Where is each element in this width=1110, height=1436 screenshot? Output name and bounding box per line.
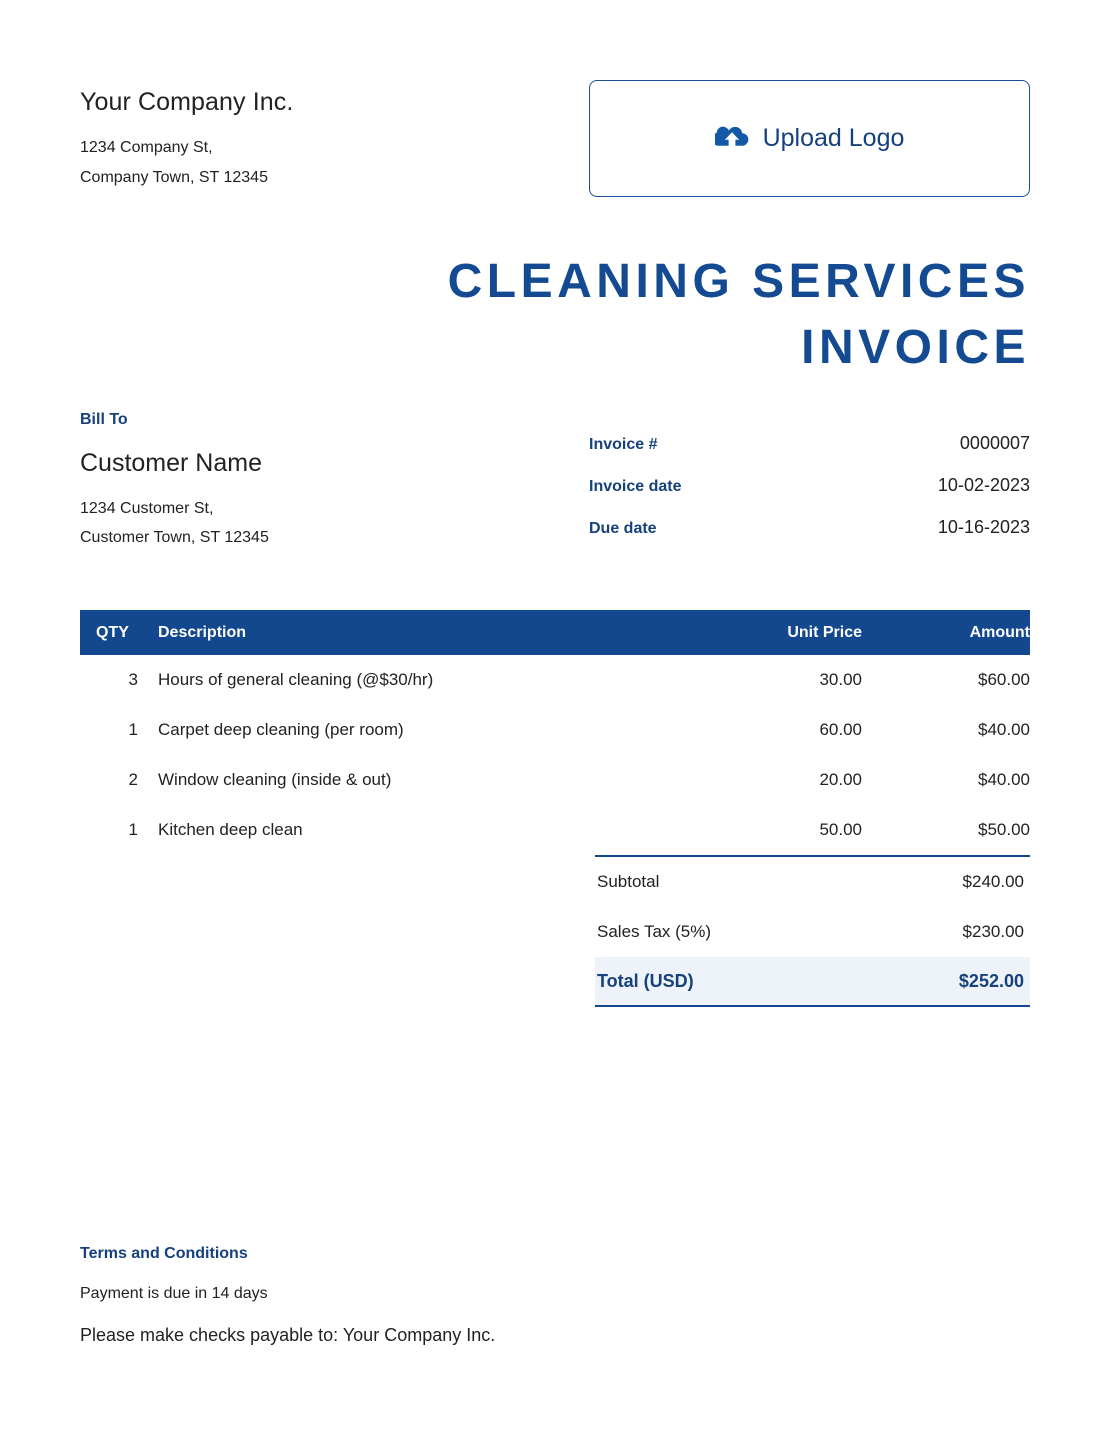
invoice-number-value: 0000007: [959, 432, 1030, 453]
cell-unit-price: 60.00: [819, 720, 862, 739]
due-date-row: [589, 517, 1030, 538]
upload-logo-label: Upload Logo: [762, 124, 905, 152]
column-header-description: Description: [158, 623, 247, 641]
table-row: [80, 655, 1030, 705]
company-name: Your Company Inc.: [80, 88, 294, 116]
customer-address-line-1: 1234 Customer St,: [80, 499, 214, 517]
grand-total-label: Total (USD): [597, 970, 694, 991]
cell-description: Kitchen deep clean: [158, 820, 303, 839]
upload-logo-button[interactable]: [589, 80, 1030, 197]
sales-tax-value: $230.00: [962, 922, 1024, 941]
company-address-line-1: 1234 Company St,: [80, 139, 213, 156]
cell-amount: $40.00: [978, 720, 1030, 739]
sales-tax-row: [595, 907, 1030, 957]
due-date-label: Due date: [589, 519, 657, 537]
invoice-meta: [589, 411, 1030, 559]
totals-block: [595, 855, 1030, 1007]
company-block: [80, 80, 293, 192]
grand-total-value: $252.00: [958, 970, 1024, 991]
page-title: [80, 249, 1030, 381]
column-header-unit-price: Unit Price: [787, 623, 862, 641]
sales-tax-label: Sales Tax (5%): [597, 922, 712, 941]
company-address-line-2: Company Town, ST 12345: [80, 168, 268, 186]
terms-line-1: Payment is due in 14 days: [80, 1285, 268, 1302]
invoice-header: [80, 80, 1030, 197]
cell-unit-price: 50.00: [819, 820, 862, 839]
table-header-row: [80, 610, 1030, 655]
cell-amount: $40.00: [978, 770, 1030, 789]
terms-title: Terms and Conditions: [80, 1245, 248, 1262]
invoice-number-label: Invoice #: [589, 435, 658, 453]
cloud-upload-icon: [715, 123, 749, 154]
subtotal-row: [595, 857, 1030, 907]
page-title-line-1: CLEANING SERVICES: [447, 255, 1030, 308]
customer-address: [80, 494, 269, 553]
cell-amount: $60.00: [978, 670, 1030, 689]
table-row: [80, 755, 1030, 805]
cell-unit-price: 20.00: [819, 770, 862, 789]
customer-name: Customer Name: [80, 448, 262, 477]
company-address: [80, 133, 293, 192]
invoice-date-value: 10-02-2023: [937, 474, 1030, 495]
terms-and-conditions: [80, 1245, 780, 1368]
bill-to-block: [80, 411, 269, 553]
table-row: [80, 805, 1030, 855]
cell-qty: 1: [128, 720, 138, 739]
line-items-table: [80, 610, 1030, 1007]
cell-amount: $50.00: [978, 820, 1030, 839]
grand-total-row: [595, 957, 1030, 1007]
terms-line-2: Please make checks payable to: Your Company Inc.: [80, 1325, 496, 1345]
customer-address-line-2: Customer Town, ST 12345: [80, 529, 269, 547]
billing-section: [80, 411, 1030, 559]
due-date-value: 10-16-2023: [937, 516, 1030, 537]
cell-qty: 1: [128, 820, 138, 839]
page-title-line-2: INVOICE: [801, 320, 1030, 374]
cell-description: Carpet deep cleaning (per room): [158, 720, 404, 739]
bill-to-label: Bill To: [80, 410, 128, 428]
column-header-amount: Amount: [969, 623, 1030, 641]
cell-description: Window cleaning (inside & out): [158, 770, 392, 789]
cell-description: Hours of general cleaning (@$30/hr): [158, 670, 434, 689]
invoice-number-row: [589, 433, 1030, 454]
column-header-qty: QTY: [96, 623, 129, 641]
invoice-date-row: [589, 475, 1030, 496]
cell-qty: 2: [128, 770, 138, 789]
subtotal-value: $240.00: [962, 872, 1024, 891]
table-row: [80, 705, 1030, 755]
subtotal-label: Subtotal: [597, 872, 660, 891]
cell-unit-price: 30.00: [819, 670, 862, 689]
invoice-date-label: Invoice date: [589, 477, 682, 495]
cell-qty: 3: [128, 670, 138, 689]
